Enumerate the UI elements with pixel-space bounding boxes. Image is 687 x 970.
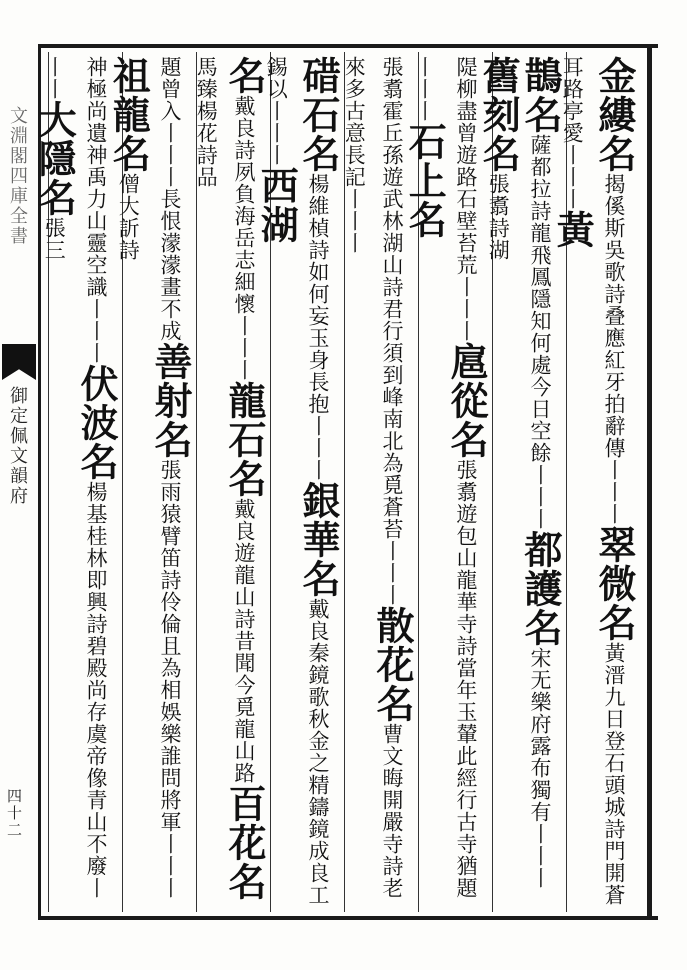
entry-citation: 隄柳盡曾遊路石壁苔荒丨丨丨: [454, 56, 478, 342]
entry-citation: 僧大訢詩: [116, 173, 141, 261]
column-text: [33, 56, 117, 912]
entry-headword: 伏波名: [74, 364, 119, 481]
entry-headword: 金縷名: [592, 56, 637, 173]
entry-headword: 鵲名: [518, 56, 563, 134]
entry-headword: 大隱名: [32, 100, 78, 217]
entry-citation: 楊維楨詩如何妄玉身長抱丨丨丨: [306, 173, 330, 481]
entry-citation: 黃溍九日登石頭城詩門開蒼耳路亭愛丨丨丨: [560, 56, 626, 906]
entry-headword: 散花名: [370, 606, 415, 723]
text-column: [106, 52, 197, 912]
top-border: [38, 44, 658, 48]
entry-citation: 張翥詩湖: [486, 173, 511, 261]
entry-citation: 戴良秦鏡歌秋金之精鑄鏡成良工錫以丨丨丨: [264, 56, 330, 906]
text-column: [254, 52, 345, 912]
entry-headword: 祖龍名: [106, 56, 152, 173]
entry-citation: 張翥霍丘孫遊武林湖山詩君行須到峰南北為覓蒼苔丨丨丨: [380, 56, 404, 606]
entry-headword: 龍石名: [222, 381, 267, 498]
column-text: [190, 56, 265, 912]
entry-citation: 張雨猿臂笛詩伶倫且為相娛樂誰問將軍丨丨丨: [158, 459, 182, 899]
entry-citation: 題曾入丨丨丨長恨濛濛畫不成: [158, 56, 182, 342]
margin-top-label: 文淵閣四庫全書: [7, 106, 28, 246]
entry-headword: 都護名: [518, 530, 563, 647]
entry-headword: 名: [222, 56, 267, 95]
text-column: [196, 52, 271, 912]
entry-headword: 善射名: [148, 342, 193, 459]
text-column: [344, 52, 419, 912]
book-title: 御定佩文韻府: [7, 386, 28, 506]
entry-citation: 神極尚遺神禹力山靈空識丨丨丨: [84, 56, 108, 364]
entry-headword: 碏石名: [296, 56, 341, 173]
text-column: [476, 52, 567, 912]
entry-citation: 揭傒斯吳歌詩叠應紅牙拍辭傳丨丨丨: [602, 173, 626, 525]
entry-headword: 石上名: [402, 122, 448, 239]
entry-headword: 翠微名: [592, 525, 637, 642]
entry-citation: 張三: [42, 217, 67, 261]
entry-headword: 百花名: [222, 784, 267, 901]
fish-tail-mark-icon: [2, 344, 36, 380]
column-text: [338, 56, 413, 912]
entry-citation: 宋无樂府露布獨有丨丨丨: [528, 647, 552, 889]
entry-citation: 馬臻楊花詩品: [194, 56, 219, 188]
right-border: [647, 44, 652, 920]
page-number: 四十二: [5, 788, 23, 839]
entry-citation: 戴良詩夙負海岳志細懷丨丨丨: [232, 95, 256, 381]
entry-headword: 銀華名: [296, 481, 341, 598]
bottom-border: [38, 916, 658, 920]
text-column: [402, 52, 493, 912]
entry-headword: 舊刻名: [476, 56, 522, 173]
entry-headword: 黃: [550, 210, 596, 249]
text-column: [32, 52, 123, 912]
entry-headword: 扈從名: [444, 342, 489, 459]
entry-citation: 薩都拉詩龍飛鳳隱知何處今日空餘丨丨丨: [528, 134, 552, 530]
entry-headword: 西湖: [254, 166, 300, 244]
text-column: [550, 52, 641, 912]
entry-citation: 曹文晦開嚴寺詩老來多古意長記丨丨丨: [342, 56, 404, 899]
entry-citation: 張翥遊包山龍華寺詩當年玉輦此經行古寺猶題丨丨丨: [412, 56, 478, 899]
entry-citation: 戴良遊龍山詩昔聞今覓龍山路: [232, 498, 256, 784]
entry-citation: 楊基桂林即興詩碧殿尚存虞帝像青山不廢丨丨丨: [42, 56, 108, 899]
